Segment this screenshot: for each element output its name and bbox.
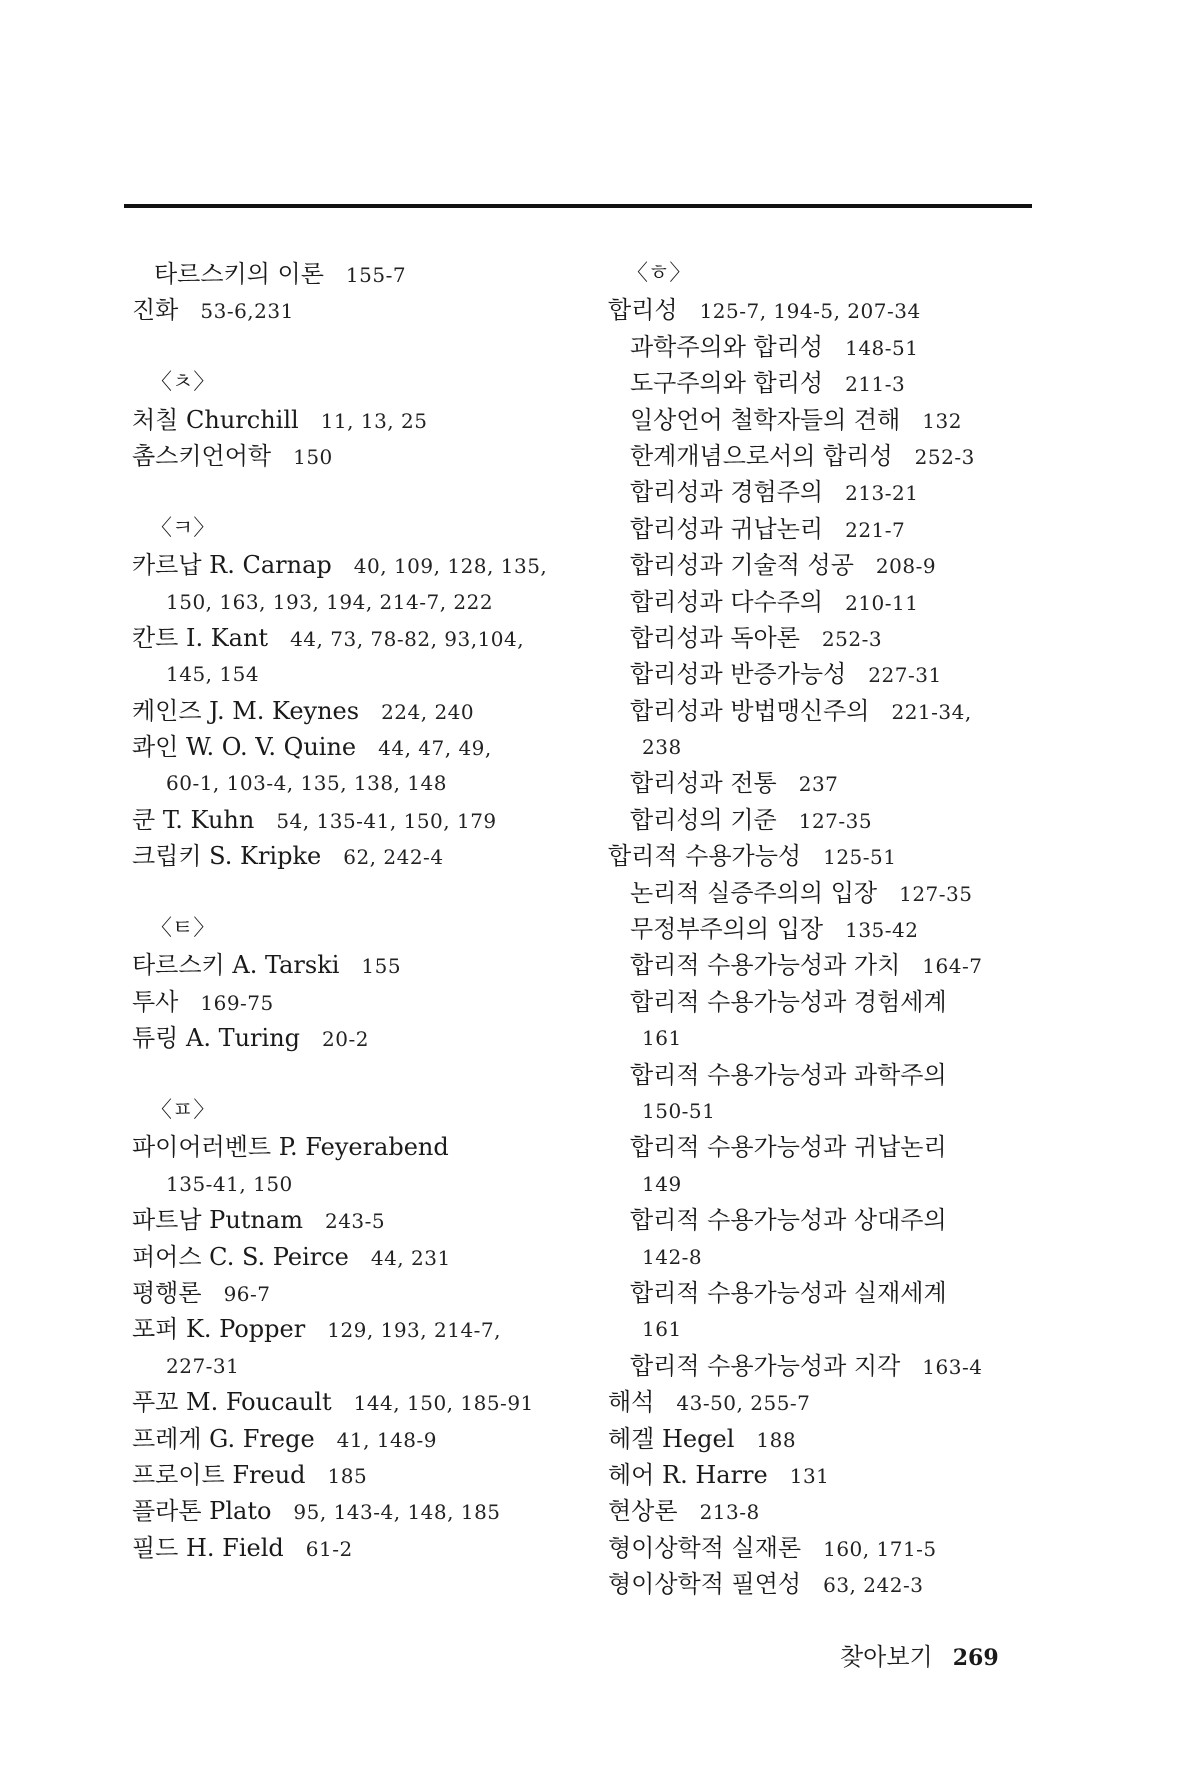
index-entry <box>608 438 1048 474</box>
index-entry <box>608 402 1048 438</box>
page-references: 149 <box>642 1171 682 1196</box>
page-footer <box>840 1637 999 1672</box>
index-entry <box>608 511 1048 547</box>
page-references: 160, 171-5 <box>823 1536 937 1561</box>
page-references: 188 <box>756 1427 797 1452</box>
index-entry <box>608 1057 1048 1093</box>
index-entry <box>132 1020 572 1056</box>
index-entry <box>132 693 572 729</box>
index-term: 헤겔 Hegel <box>608 1424 735 1453</box>
index-term: 과학주의와 합리성 <box>630 332 824 361</box>
index-term: 형이상학적 필연성 <box>608 1570 802 1599</box>
index-term: 합리성과 다수주의 <box>630 587 824 616</box>
page-references: 150 <box>293 444 333 469</box>
index-term: 투사 <box>132 987 179 1016</box>
page-references: 129, 193, 214-7, <box>327 1318 502 1343</box>
index-entry <box>132 438 572 474</box>
index-entry <box>608 365 1048 401</box>
index-term: 케인즈 J. M. Keynes <box>132 696 360 725</box>
page-references: 132 <box>922 408 962 433</box>
page-references: 44, 47, 49, <box>378 736 492 761</box>
index-entry <box>608 1493 1048 1529</box>
section-gap <box>132 875 572 911</box>
page-references: 43-50, 255-7 <box>676 1391 811 1416</box>
index-term: 프레게 G. Frege <box>132 1424 315 1453</box>
index-term: 도구주의와 합리성 <box>630 369 824 398</box>
page-references: 169-75 <box>200 990 274 1015</box>
index-entry <box>608 329 1048 365</box>
page-references: 208-9 <box>875 554 937 579</box>
page-references: 185 <box>327 1463 368 1488</box>
footer-section-title: 찾아보기 <box>840 1643 933 1671</box>
index-term: 헤어 R. Harre <box>608 1460 768 1489</box>
index-entry <box>132 1202 572 1238</box>
index-entry <box>608 1202 1048 1238</box>
index-entry <box>132 547 572 583</box>
index-entry <box>608 292 1048 328</box>
page-references: 211-3 <box>845 372 906 397</box>
index-term: 무정부주의의 입장 <box>630 915 824 944</box>
index-term: 퍼어스 C. S. Peirce <box>132 1242 349 1271</box>
index-term: 형이상학적 실재론 <box>608 1533 802 1562</box>
page-references: 252-3 <box>914 444 975 469</box>
page-references: 127-35 <box>899 881 973 906</box>
index-term: 현상론 <box>608 1497 678 1526</box>
page-references: 243-5 <box>324 1209 386 1234</box>
page-references: 135-42 <box>845 918 919 943</box>
index-entry <box>608 693 1048 729</box>
index-entry <box>608 984 1048 1020</box>
index-entry <box>132 620 572 656</box>
index-term: 합리적 수용가능성과 지각 <box>630 1351 901 1380</box>
index-entry <box>132 1275 572 1311</box>
page-references: 62, 242-4 <box>343 845 444 870</box>
section-gap <box>132 474 572 510</box>
index-term: 논리적 실증주의의 입장 <box>630 878 878 907</box>
index-term: 푸꼬 M. Foucault <box>132 1388 332 1417</box>
page-references: 164-7 <box>922 954 983 979</box>
index-entry <box>608 620 1048 656</box>
index-term: 합리적 수용가능성과 가치 <box>630 951 901 980</box>
index-term: 합리성의 기준 <box>630 805 777 834</box>
page-references: 213-21 <box>845 481 919 506</box>
page-references: 60-1, 103-4, 135, 138, 148 <box>166 771 447 796</box>
index-entry <box>132 1129 572 1165</box>
index-term: 합리성과 귀납논리 <box>630 514 824 543</box>
index-term: 일상언어 철학자들의 견해 <box>630 405 901 434</box>
index-entry <box>608 875 1048 911</box>
index-entry <box>132 1311 572 1347</box>
index-term: 합리적 수용가능성과 과학주의 <box>630 1060 947 1089</box>
index-entry <box>608 1129 1048 1165</box>
index-entry <box>608 765 1048 801</box>
index-entry <box>608 1566 1048 1602</box>
index-entry <box>132 729 572 765</box>
page-references: 155-7 <box>345 263 407 287</box>
page-references: 11, 13, 25 <box>320 408 428 433</box>
index-term: 파이어러벤트 P. Feyerabend <box>132 1133 449 1162</box>
index-entry-continuation <box>608 729 1048 765</box>
index-entry <box>132 1530 572 1566</box>
index-entry <box>608 1530 1048 1566</box>
index-entry <box>608 1275 1048 1311</box>
page-references: 61-2 <box>305 1536 353 1561</box>
page-references: 238 <box>642 735 682 760</box>
index-term: 카르납 R. Carnap <box>132 551 332 580</box>
index-entry-continuation <box>132 1348 572 1384</box>
page-references: 150-51 <box>642 1098 716 1123</box>
index-term: 튜링 A. Turing <box>132 1024 301 1053</box>
section-heading: 〈ㅋ〉 <box>150 515 216 541</box>
index-term: 합리적 수용가능성과 상대주의 <box>630 1206 947 1235</box>
index-entry-continuation <box>608 1020 1048 1056</box>
page-references: 252-3 <box>821 626 883 651</box>
page-references: 53-6,231 <box>200 299 294 324</box>
index-term: 처칠 Churchill <box>132 405 299 434</box>
index-entry <box>132 984 572 1020</box>
index-term: 합리성 <box>608 296 678 325</box>
index-term: 크립키 S. Kripke <box>132 842 322 871</box>
index-entry <box>608 584 1048 620</box>
page-references: 20-2 <box>322 1027 369 1052</box>
page-references: 148-51 <box>845 335 919 360</box>
index-term: 해석 <box>608 1388 655 1417</box>
index-term: 합리성과 방법맹신주의 <box>630 696 870 725</box>
page-number: 269 <box>952 1645 999 1671</box>
index-term: 합리성과 경험주의 <box>630 478 824 507</box>
page-references: 44, 73, 78-82, 93,104, <box>290 626 525 651</box>
index-column-right <box>608 256 1048 1602</box>
index-term: 진화 <box>132 296 179 325</box>
page-references: 40, 109, 128, 135, <box>353 554 548 579</box>
page-references: 131 <box>789 1463 830 1488</box>
index-entry <box>132 1493 572 1529</box>
index-term: 프로이트 Freud <box>132 1460 306 1489</box>
index-entry-continuation <box>608 1093 1048 1129</box>
index-term: 한계개념으로서의 합리성 <box>630 441 893 470</box>
index-term: 쿤 T. Kuhn <box>132 805 255 834</box>
index-term: 합리적 수용가능성과 실재세계 <box>630 1278 947 1307</box>
page-references: 41, 148-9 <box>336 1427 437 1452</box>
page-references: 125-51 <box>823 845 897 870</box>
index-entry <box>132 947 572 983</box>
index-entry <box>608 802 1048 838</box>
page-references: 44, 231 <box>370 1245 451 1270</box>
page-references: 145, 154 <box>166 662 260 687</box>
index-entry <box>608 1348 1048 1384</box>
page-references: 144, 150, 185-91 <box>353 1391 534 1416</box>
page-references: 127-35 <box>798 808 873 833</box>
index-term: 파트남 Putnam <box>132 1206 303 1235</box>
page-references: 95, 143-4, 148, 185 <box>293 1500 501 1525</box>
index-entry <box>132 1421 572 1457</box>
index-entry <box>608 1421 1048 1457</box>
page-references: 237 <box>798 772 839 797</box>
page-references: 54, 135-41, 150, 179 <box>276 808 497 833</box>
page-references: 155 <box>361 954 402 979</box>
page-references: 135-41, 150 <box>166 1171 293 1196</box>
section-gap <box>132 1057 572 1093</box>
index-entry-continuation <box>608 1311 1048 1347</box>
index-entry <box>608 947 1048 983</box>
index-entry <box>608 1384 1048 1420</box>
index-entry <box>132 802 572 838</box>
index-term: 합리성과 독아론 <box>630 623 800 652</box>
page-references: 227-31 <box>166 1353 240 1378</box>
index-entry <box>132 292 572 328</box>
index-term: 평행론 <box>132 1278 202 1307</box>
index-term: 플라톤 Plato <box>132 1497 272 1526</box>
index-entry <box>608 838 1048 874</box>
index-term: 콰인 W. O. V. Quine <box>132 733 357 762</box>
page-references: 161 <box>642 1317 682 1342</box>
index-term: 합리적 수용가능성과 경험세계 <box>630 987 947 1016</box>
index-entry-continuation <box>132 765 572 801</box>
index-term: 타르스키 A. Tarski <box>132 951 340 980</box>
page-references: 221-34, <box>891 699 972 724</box>
index-entry-continuation <box>132 656 572 692</box>
page-references: 150, 163, 193, 194, 214-7, 222 <box>166 589 494 614</box>
index-term: 칸트 I. Kant <box>132 623 269 652</box>
index-entry <box>608 547 1048 583</box>
page-references: 224, 240 <box>381 699 475 724</box>
index-entry-continuation <box>132 1166 572 1202</box>
page-references: 213-8 <box>699 1500 760 1525</box>
index-entry <box>132 1457 572 1493</box>
page-references: 63, 242-3 <box>823 1573 924 1598</box>
index-entry <box>132 838 572 874</box>
section-heading: 〈ㅎ〉 <box>626 261 692 286</box>
section-heading: 〈ㅌ〉 <box>150 916 216 942</box>
section-gap <box>132 329 572 365</box>
index-entry <box>608 911 1048 947</box>
top-rule <box>124 204 1032 208</box>
page-references: 163-4 <box>922 1354 983 1379</box>
page-references: 161 <box>642 1026 682 1051</box>
index-term: 촘스키언어학 <box>132 441 272 470</box>
index-term: 합리성과 반증가능성 <box>630 660 847 689</box>
index-entry <box>132 1384 572 1420</box>
index-entry <box>132 402 572 438</box>
index-term: 합리적 수용가능성과 귀납논리 <box>630 1133 947 1162</box>
page-references: 210-11 <box>845 590 919 615</box>
index-term: 합리성과 기술적 성공 <box>630 551 854 580</box>
index-term: 필드 H. Field <box>132 1533 284 1562</box>
page-references: 125-7, 194-5, 207-34 <box>699 299 921 324</box>
index-term: 포퍼 K. Popper <box>132 1315 306 1344</box>
page-references: 221-7 <box>845 517 906 542</box>
index-entry <box>132 1239 572 1275</box>
index-entry <box>608 474 1048 510</box>
section-heading: 〈ㅊ〉 <box>150 370 216 396</box>
index-term: 타르스키의 이론 <box>154 260 324 288</box>
index-term: 합리성과 전통 <box>630 769 777 798</box>
index-term: 합리적 수용가능성 <box>608 842 802 871</box>
page-references: 142-8 <box>642 1244 703 1269</box>
index-entry-continuation <box>608 1166 1048 1202</box>
section-heading: 〈ㅍ〉 <box>150 1097 216 1123</box>
page-references: 227-31 <box>868 663 942 688</box>
index-entry <box>608 656 1048 692</box>
index-entry-continuation <box>132 584 572 620</box>
index-column-left <box>132 256 572 1566</box>
index-entry <box>132 256 572 292</box>
index-entry-continuation <box>608 1239 1048 1275</box>
page-references: 96-7 <box>223 1281 271 1306</box>
index-entry <box>608 1457 1048 1493</box>
